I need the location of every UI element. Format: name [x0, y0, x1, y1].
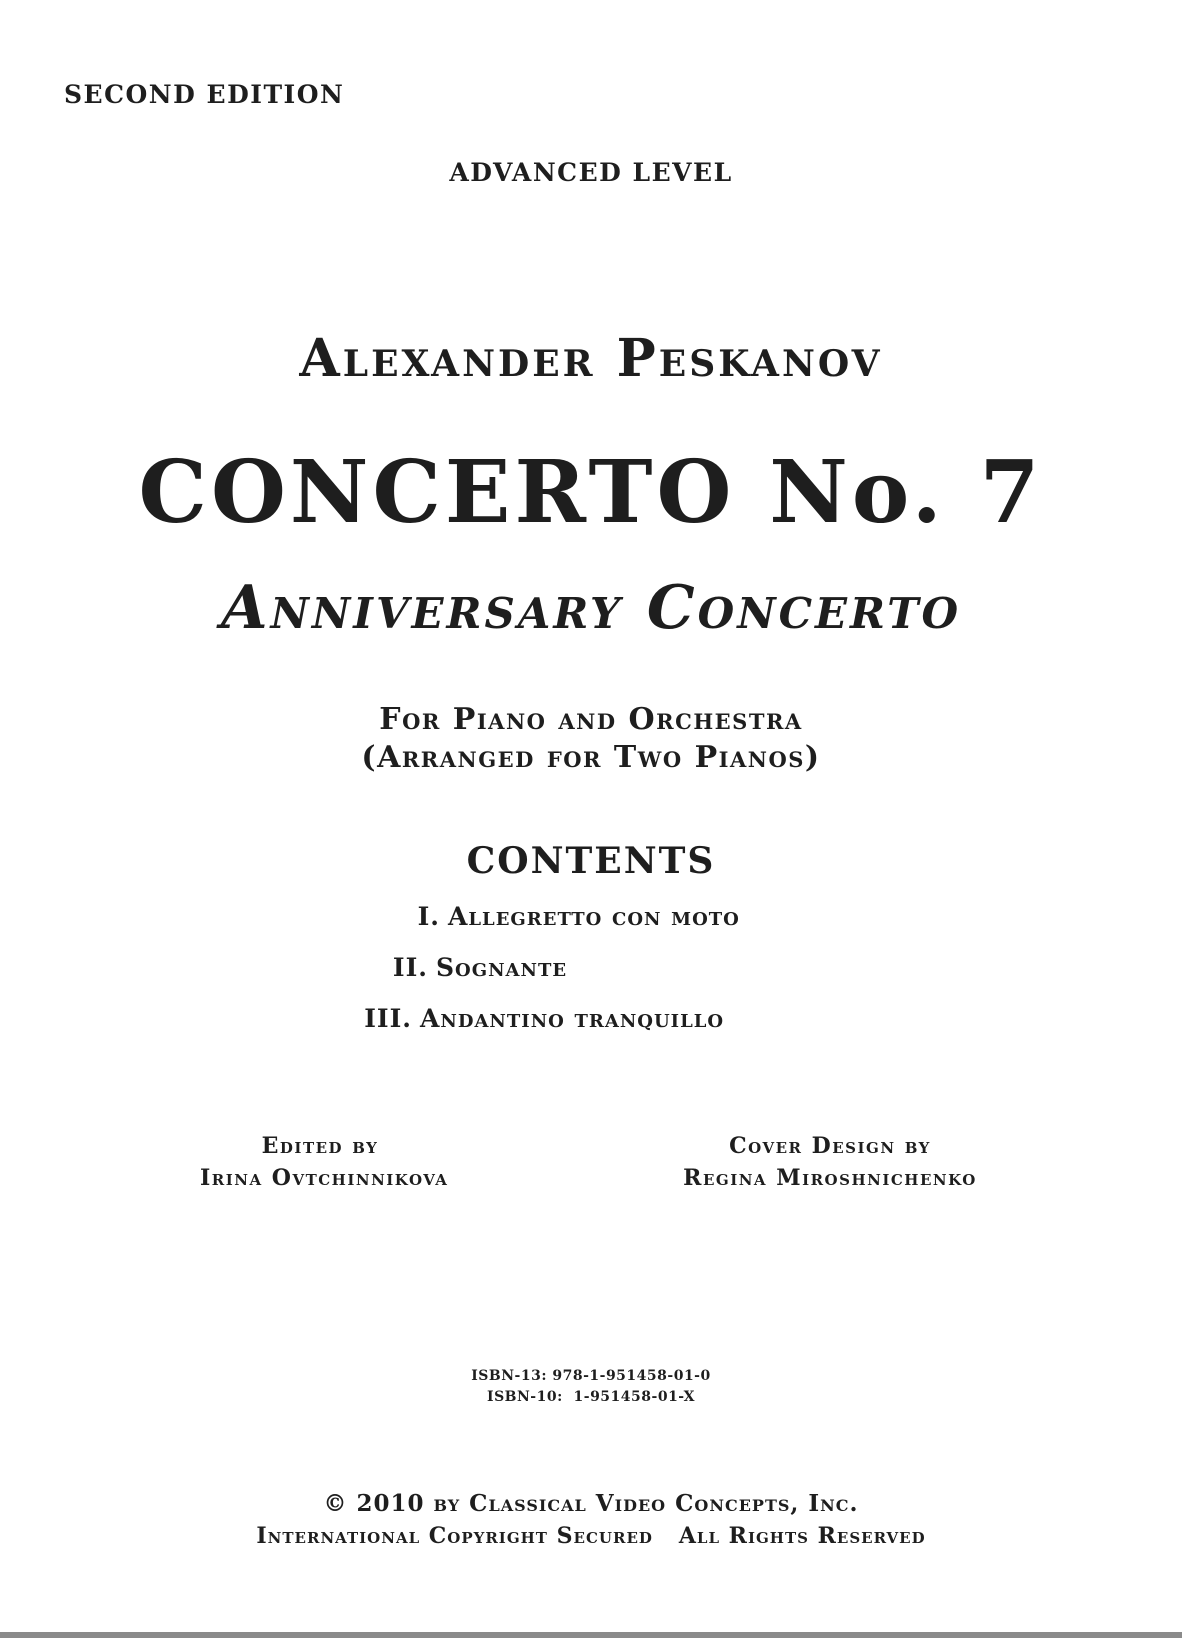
movement-number: I. [417, 902, 440, 931]
instrumentation-line: For Piano and Orchestra [379, 702, 803, 737]
title-text: CONCERTO No. 7 [138, 442, 1044, 543]
contents-item [380, 902, 740, 931]
subtitle: Anniversary Concerto [220, 573, 962, 643]
cover-designer-name: Regina Miroshnichenko [683, 1165, 977, 1191]
movement-number: II. [392, 953, 428, 982]
movement-number: III. [364, 1004, 412, 1033]
movement-title: Andantino tranquillo [420, 1004, 725, 1033]
rights-notice: International Copyright Secured All Rights Reserved [256, 1523, 926, 1549]
isbn-10: ISBN-10: 1-951458-01-X [487, 1389, 695, 1405]
editor-label: Edited by [261, 1133, 379, 1159]
contents-item [368, 953, 567, 982]
isbn-13: ISBN-13: 978-1-951458-01-0 [471, 1368, 711, 1384]
movement-title: Allegretto con moto [448, 902, 740, 931]
cover-design-label: Cover Design by [729, 1133, 931, 1159]
editor-credit [200, 1130, 449, 1194]
contents-heading: CONTENTS [466, 840, 716, 882]
movement-title: Sognante [436, 953, 568, 982]
cover-design-credit [680, 1130, 980, 1194]
page-bottom-edge [0, 1632, 1182, 1638]
copyright-notice: © 2010 by Classical Video Concepts, Inc. [323, 1490, 859, 1517]
arrangement-line: (Arranged for Two Pianos) [361, 740, 821, 775]
editor-name: Irina Ovtchinnikova [200, 1165, 449, 1191]
contents-item [352, 1004, 724, 1033]
level-label: ADVANCED LEVEL [449, 158, 733, 187]
composer-name: Alexander Peskanov [299, 328, 883, 389]
edition-label: SECOND EDITION [64, 80, 345, 109]
page-title [0, 442, 1182, 543]
